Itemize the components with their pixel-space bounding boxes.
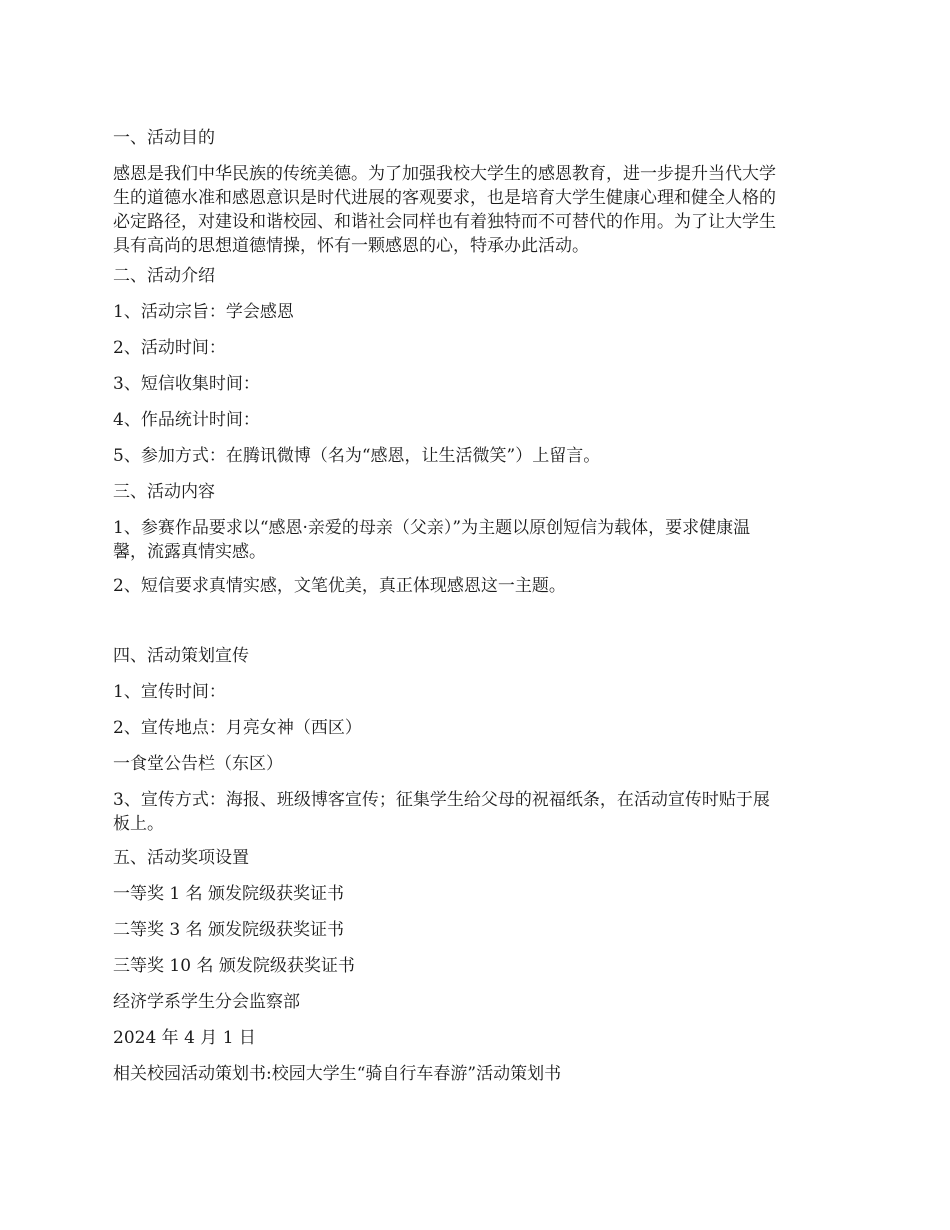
section-heading-content: 三、活动内容 bbox=[113, 482, 215, 502]
promotion-item-method-line-2: 板上。 bbox=[113, 814, 164, 834]
document-date: 2024 年 4 月 1 日 bbox=[113, 1028, 256, 1048]
intro-item-purpose: 1、活动宗旨：学会感恩 bbox=[113, 302, 294, 322]
content-item-1-line-2: 馨，流露真情实感。 bbox=[113, 542, 266, 562]
organizer-name: 经济学系学生分会监察部 bbox=[113, 992, 300, 1012]
purpose-paragraph-line-3: 必定路径，对建设和谐校园、和谐社会同样也有着独特而不可替代的作用。为了让大学生 bbox=[113, 212, 776, 232]
section-heading-purpose: 一、活动目的 bbox=[113, 128, 215, 148]
purpose-paragraph-line-1: 感恩是我们中华民族的传统美德。为了加强我校大学生的感恩教育，进一步提升当代大学 bbox=[113, 164, 776, 184]
intro-item-participation: 5、参加方式：在腾讯微博（名为“感恩，让生活微笑”）上留言。 bbox=[113, 446, 601, 466]
purpose-paragraph-line-2: 生的道德水准和感恩意识是时代进展的客观要求，也是培育大学生健康心理和健全人格的 bbox=[113, 188, 776, 208]
award-third-prize: 三等奖 10 名 颁发院级获奖证书 bbox=[113, 956, 355, 976]
promotion-item-time: 1、宣传时间： bbox=[113, 682, 226, 702]
purpose-paragraph-line-4: 具有高尚的思想道德情操，怀有一颗感恩的心，特承办此活动。 bbox=[113, 236, 589, 256]
content-item-1-line-1: 1、参赛作品要求以“感恩·亲爱的母亲（父亲）”为主题以原创短信为载体，要求健康温 bbox=[113, 518, 751, 538]
content-item-2: 2、短信要求真情实感，文笔优美，真正体现感恩这一主题。 bbox=[113, 576, 566, 596]
award-second-prize: 二等奖 3 名 颁发院级获奖证书 bbox=[113, 920, 345, 940]
section-heading-promotion: 四、活动策划宣传 bbox=[113, 646, 249, 666]
intro-item-time: 2、活动时间： bbox=[113, 338, 226, 358]
award-first-prize: 一等奖 1 名 颁发院级获奖证书 bbox=[113, 884, 345, 904]
intro-item-sms-time: 3、短信收集时间： bbox=[113, 374, 260, 394]
related-plan-link: 相关校园活动策划书:校园大学生“骑自行车春游”活动策划书 bbox=[113, 1064, 562, 1084]
intro-item-stat-time: 4、作品统计时间： bbox=[113, 410, 260, 430]
promotion-item-method-line-1: 3、宣传方式：海报、班级博客宣传；征集学生给父母的祝福纸条，在活动宣传时贴于展 bbox=[113, 790, 770, 810]
section-heading-awards: 五、活动奖项设置 bbox=[113, 848, 249, 868]
section-heading-intro: 二、活动介绍 bbox=[113, 266, 215, 286]
promotion-item-location-east: 一食堂公告栏（东区） bbox=[113, 754, 283, 774]
promotion-item-location: 2、宣传地点：月亮女神（西区） bbox=[113, 718, 362, 738]
